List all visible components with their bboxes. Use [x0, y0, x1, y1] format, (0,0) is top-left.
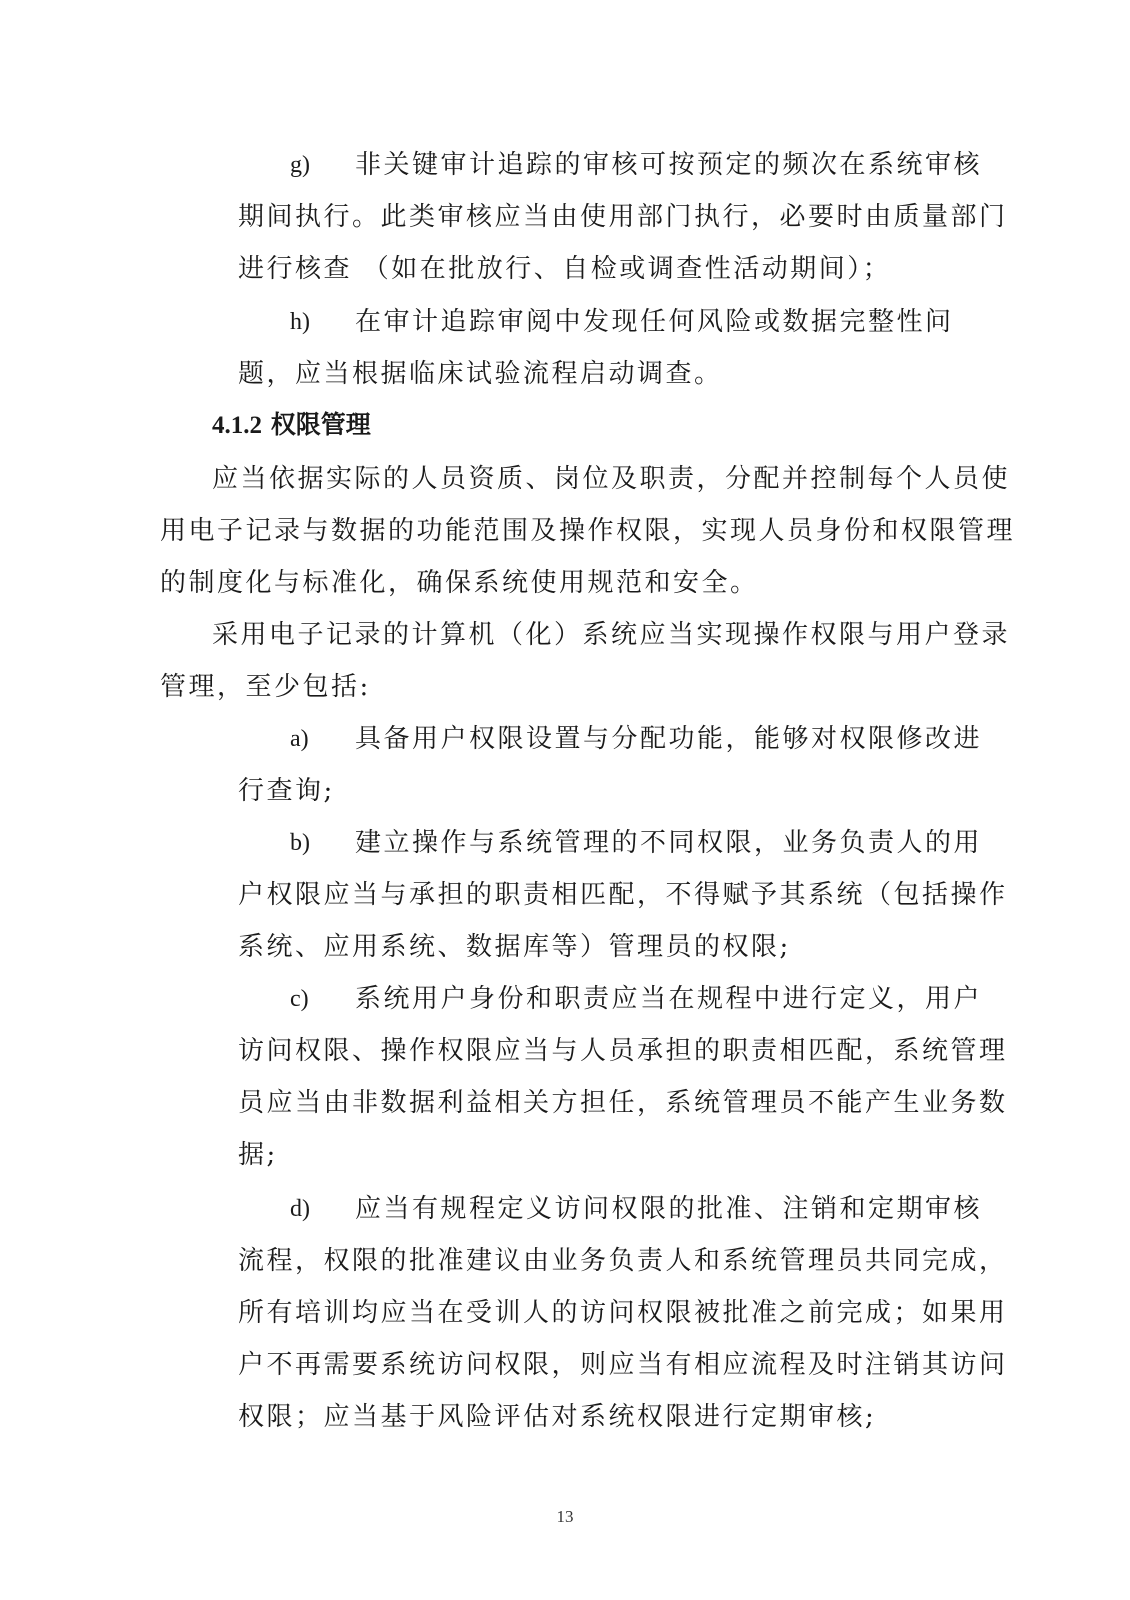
item-a-line-1: 具备用户权限设置与分配功能，能够对权限修改进	[355, 724, 983, 754]
item-g-line-2: 期间执行。此类审核应当由使用部门执行，必要时由质量部门	[238, 202, 1008, 232]
item-c-line-3: 员应当由非数据利益相关方担任，系统管理员不能产生业务数	[238, 1088, 1008, 1118]
paragraph-2-line-2: 管理，至少包括:	[160, 672, 371, 702]
item-h-marker: h)	[290, 309, 310, 335]
section-number: 4.1.2	[212, 412, 262, 439]
paragraph-1-line-1: 应当依据实际的人员资质、岗位及职责，分配并控制每个人员使	[212, 464, 1011, 494]
item-d-line-1: 应当有规程定义访问权限的批准、注销和定期审核	[355, 1194, 983, 1224]
item-c-line-4: 据;	[238, 1140, 278, 1170]
item-d-line-4: 户不再需要系统访问权限，则应当有相应流程及时注销其访问	[238, 1350, 1008, 1380]
item-d-line-3: 所有培训均应当在受训人的访问权限被批准之前完成；如果用	[238, 1298, 1008, 1328]
item-g-line-1: 非关键审计追踪的审核可按预定的频次在系统审核	[355, 150, 983, 180]
page-number: 13	[556, 1507, 574, 1526]
item-c-marker: c)	[290, 986, 309, 1012]
item-b-line-2: 户权限应当与承担的职责相匹配，不得赋予其系统（包括操作	[238, 880, 1008, 910]
paragraph-1-line-3: 的制度化与标准化，确保系统使用规范和安全。	[160, 568, 759, 598]
item-h-line-1: 在审计追踪审阅中发现任何风险或数据完整性问	[355, 307, 954, 337]
item-b-line-1: 建立操作与系统管理的不同权限，业务负责人的用	[355, 828, 983, 858]
paragraph-2-line-1: 采用电子记录的计算机（化）系统应当实现操作权限与用户登录	[212, 620, 1011, 650]
section-title: 权限管理	[270, 410, 371, 439]
section-heading	[212, 408, 371, 443]
paragraph-1-line-2: 用电子记录与数据的功能范围及操作权限，实现人员身份和权限管理	[160, 516, 1016, 546]
item-g-marker: g)	[290, 152, 310, 178]
item-a-marker: a)	[290, 726, 309, 752]
item-d-line-2: 流程，权限的批准建议由业务负责人和系统管理员共同完成，	[238, 1246, 1008, 1276]
item-d-marker: d)	[290, 1196, 310, 1222]
item-d-line-5: 权限；应当基于风险评估对系统权限进行定期审核;	[238, 1402, 877, 1432]
item-h-line-2: 题，应当根据临床试验流程启动调查。	[238, 359, 723, 389]
item-b-marker: b)	[290, 830, 310, 856]
item-c-line-1: 系统用户身份和职责应当在规程中进行定义，用户	[355, 984, 983, 1014]
item-c-line-2: 访问权限、操作权限应当与人员承担的职责相匹配，系统管理	[238, 1036, 1008, 1066]
item-b-line-3: 系统、应用系统、数据库等）管理员的权限;	[238, 932, 791, 962]
item-g-line-3: 进行核查 （如在批放行、自检或调查性活动期间）；	[238, 254, 892, 284]
item-a-line-2: 行查询;	[238, 776, 335, 806]
